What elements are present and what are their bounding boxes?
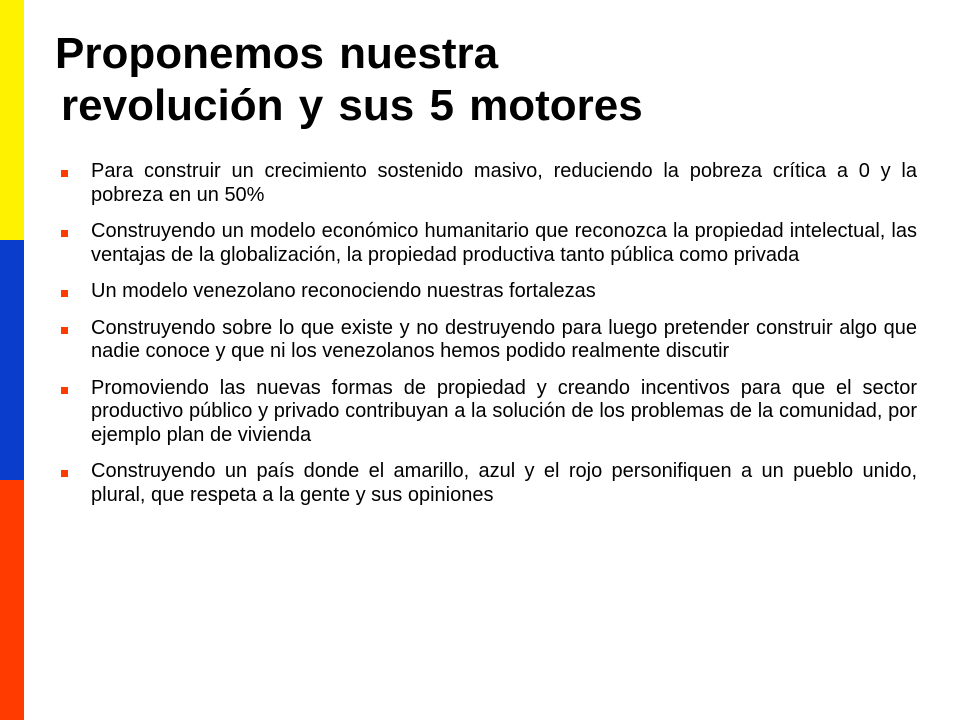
bullet-text: Promoviendo las nuevas formas de propiedad y creando incentivos para que el sector productivo público y privado contribuyan a la solución de los problemas de la comunidad, por ejemplo plan de vivienda [91, 376, 917, 446]
flag-stripe-red [0, 480, 24, 720]
square-bullet-icon [61, 290, 68, 297]
square-bullet-icon [61, 327, 68, 334]
bullet-text: Construyendo un país donde el amarillo, azul y el rojo personifiquen a un pueblo unido, plural, que respeta a la gente y sus opiniones [91, 460, 917, 506]
slide-title-line-2: revolución y sus 5 motores [61, 81, 643, 130]
bullet-list [60, 160, 917, 520]
square-bullet-icon [61, 387, 68, 394]
flag-bar [0, 0, 24, 720]
bullet-item [60, 377, 917, 448]
bullet-item [60, 460, 917, 507]
flag-stripe-blue [0, 240, 24, 480]
slide-title-line-1: Proponemos nuestra [55, 29, 499, 78]
bullet-item [60, 160, 917, 207]
square-bullet-icon [61, 230, 68, 237]
slide-title [55, 28, 935, 132]
bullet-text: Un modelo venezolano reconociendo nuestras fortalezas [91, 280, 596, 302]
square-bullet-icon [61, 470, 68, 477]
bullet-item [60, 220, 917, 267]
bullet-item [60, 280, 917, 304]
bullet-text: Construyendo un modelo económico humanitario que reconozca la propiedad intelectual, las ventajas de la globalización, la propiedad productiva tanto pública como privada [91, 220, 917, 266]
flag-stripe-yellow [0, 0, 24, 240]
bullet-item [60, 317, 917, 364]
bullet-text: Para construir un crecimiento sostenido masivo, reduciendo la pobreza crítica a 0 y la pobreza en un 50% [91, 160, 917, 206]
square-bullet-icon [61, 170, 68, 177]
bullet-text: Construyendo sobre lo que existe y no destruyendo para luego pretender construir algo que nadie conoce y que ni los venezolanos hemos podido realmente discutir [91, 316, 917, 362]
